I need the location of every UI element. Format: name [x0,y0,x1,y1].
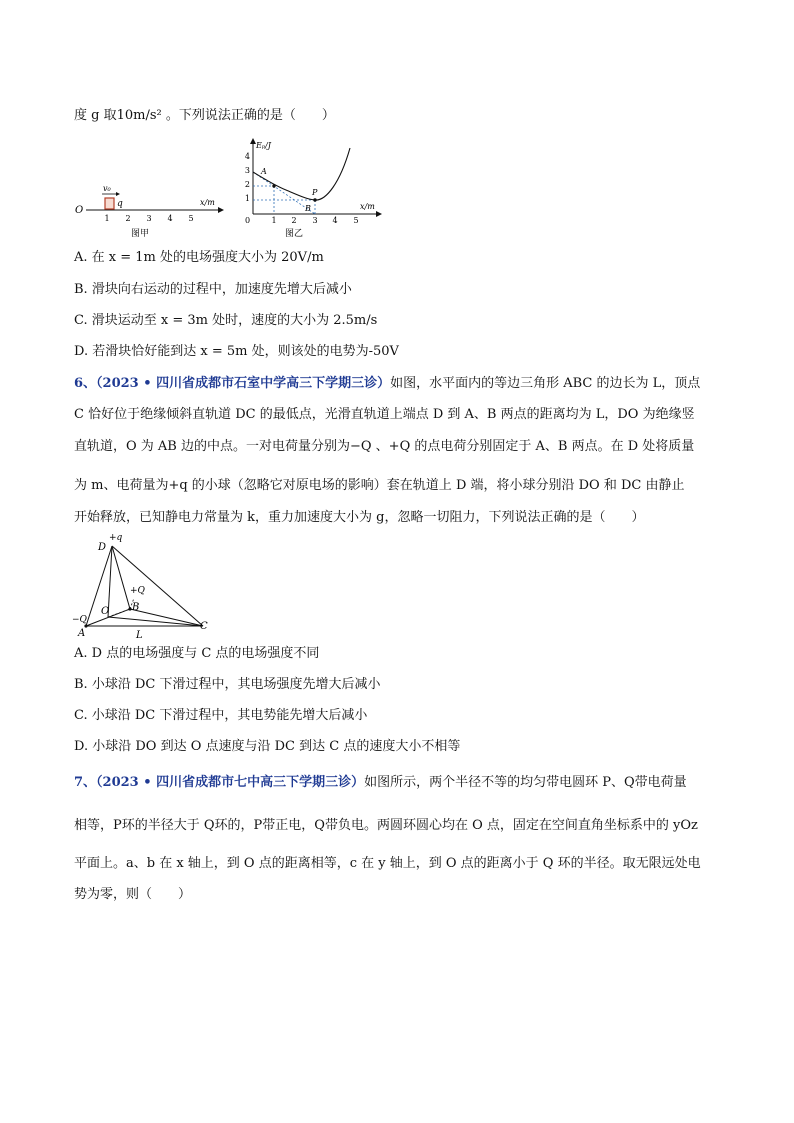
point-c-label: C [200,621,208,632]
q5-option-c: C. 滑块运动至 x = 3m 处时，速度的大小为 2.5m/s [74,313,378,328]
xtick-5: 5 [353,216,359,225]
figure-q6 [68,530,218,642]
point-d-label: D [98,542,107,553]
side-l-label: L [136,630,143,641]
ytick-2: 2 [244,180,250,189]
slider-block [105,198,114,209]
energy-curve [253,148,350,200]
question-7-line-1: 7、（2023 • 四川省成都市七中高三下学期三诊）如图所示，两个半径不等的均匀带电圆环 P、Q带电荷量 [74,775,687,790]
y-axis-label: Eₚ/J [256,141,271,150]
plus-q-label: +q [109,533,123,543]
q-label: q [117,199,123,209]
xtick-2: 2 [291,216,297,225]
q6-option-d: D. 小球沿 DO 到达 O 点速度与沿 DC 到达 C 点的速度大小不相等 [74,739,461,754]
figure-jia-caption: 图甲 [130,229,150,239]
question-6-line-2: C 恰好位于绝缘倾斜直轨道 DC 的最低点，光滑直轨道上端点 D 到 A、B 两点的距离均为 L，DO 为绝缘竖 [74,407,695,422]
ytick-1: 1 [244,194,250,203]
tick-4: 4 [167,214,173,223]
question-5-stem-tail: 度 g 取10m/s² 。下列说法正确的是（ ） [74,108,335,123]
question-6-line-3: 直轨道，O 为 AB 边的中点。一对电荷量分别为−Q 、+Q 的点电荷分别固定于 A、B 两点。在 D 处将质量 [74,439,695,454]
point-a-marker [272,184,275,187]
tick-1: 1 [104,214,110,223]
tick-2: 2 [125,214,131,223]
point-b-label: B [132,602,140,613]
point-p-marker [313,198,316,201]
tick-3: 3 [146,214,152,223]
q5-option-b: B. 滑块向右运动的过程中，加速度先增大后减小 [74,282,352,297]
v0-label: v₀ [103,184,111,193]
figure-yi [236,138,386,240]
q6-option-a: A. D 点的电场强度与 C 点的电场强度不同 [74,646,320,661]
origin-label: O [75,205,84,216]
q6-option-c: C. 小球沿 DC 下滑过程中，其电势能先增大后减小 [74,708,368,723]
xtick-1: 1 [271,216,277,225]
q5-option-a: A. 在 x = 1m 处的电场强度大小为 20V/m [74,250,324,265]
axis-label: x/m [200,198,215,207]
x-axis-label: x/m [360,202,375,211]
question-6-line-4: 为 m、电荷量为+q 的小球（忽略它对原电场的影响）套在轨道上 D 端，将小球分别沿 DO 和 DC 由静止 [74,478,685,493]
point-a-label: A [78,628,86,639]
origin-label: 0 [245,216,251,225]
question-7-line-3: 平面上。a、b 在 x 轴上，到 O 点的距离相等，c 在 y 轴上，到 O 点的距离小于 Q 环的半径。取无限远处电 [74,856,701,871]
plus-big-q-label: +Q [130,586,145,596]
point-o-label: O [101,606,110,617]
question-6-source: 6、（2023 • 四川省成都市石室中学高三下学期三诊） [74,376,391,391]
ytick-3: 3 [244,166,250,175]
tick-5: 5 [188,214,194,223]
figure-jia [70,178,230,240]
question-7-line-4: 势为零，则（ ） [74,887,192,902]
minus-big-q-label: −Q [72,615,87,625]
point-a-label: A [261,167,267,176]
q5-option-d: D. 若滑块恰好能到达 x = 5m 处，则该处的电势为-50V [74,344,399,359]
question-6-line-5: 开始释放，已知静电力常量为 k，重力加速度大小为 g，忽略一切阻力，下列说法正确的是（ ） [74,510,645,525]
question-7-source: 7、（2023 • 四川省成都市七中高三下学期三诊） [74,775,365,790]
question-7-line-2: 相等，P环的半径大于 Q环的，P带正电，Q带负电。两圆环圆心均在 O 点，固定在空间直角坐标系中的 yOz [74,818,698,833]
point-p-label: P [312,188,318,197]
xtick-4: 4 [332,216,338,225]
xtick-3: 3 [312,216,318,225]
figure-yi-caption: 图乙 [284,229,304,239]
question-6-line-1: 6、（2023 • 四川省成都市石室中学高三下学期三诊）如图，水平面内的等边三角形 ABC 的边长为 L，顶点 [74,376,701,391]
point-b-label: B [305,204,311,213]
ytick-4: 4 [244,152,250,161]
q6-option-b: B. 小球沿 DC 下滑过程中，其电场强度先增大后减小 [74,677,381,692]
